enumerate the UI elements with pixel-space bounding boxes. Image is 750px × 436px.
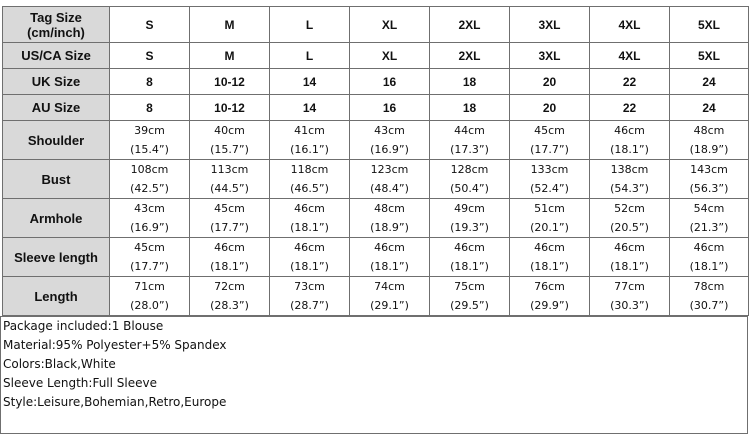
- inch-value: (15.7”): [210, 143, 249, 156]
- cm-value: 54cm: [693, 202, 725, 215]
- size-cell: 5XL: [670, 43, 749, 69]
- measure-cell: [270, 160, 350, 199]
- cm-value: 40cm: [214, 124, 245, 137]
- cm-value: 128cm: [450, 163, 489, 176]
- measure-cell: [590, 121, 670, 160]
- size-cell: 20: [510, 95, 590, 121]
- inch-value: (52.4”): [530, 182, 569, 195]
- inch-value: (48.4”): [370, 182, 409, 195]
- cm-value: 113cm: [210, 163, 249, 176]
- cm-value: 43cm: [134, 202, 165, 215]
- inch-value: (17.7”): [530, 143, 569, 156]
- measure-cell: [430, 160, 510, 199]
- inch-value: (16.1”): [290, 143, 329, 156]
- inch-value: (15.4”): [130, 143, 169, 156]
- cm-value: 138cm: [610, 163, 649, 176]
- cm-value: 48cm: [693, 124, 725, 137]
- inch-value: (18.1”): [610, 260, 649, 273]
- measure-cell: [670, 160, 749, 199]
- cm-value: 39cm: [134, 124, 165, 137]
- inch-value: (18.1”): [450, 260, 489, 273]
- cm-value: 118cm: [290, 163, 329, 176]
- size-cell: 10-12: [190, 95, 270, 121]
- measure-cell: [270, 121, 350, 160]
- measure-cell: [510, 160, 590, 199]
- measure-cell: [190, 199, 270, 238]
- inch-value: (18.9”): [370, 221, 409, 234]
- size-cell: 14: [270, 95, 350, 121]
- measure-row-sleeve-length: [3, 238, 749, 277]
- measure-cell: [510, 238, 590, 277]
- measure-cell: [110, 121, 190, 160]
- size-header: XL: [350, 7, 430, 43]
- size-cell: S: [110, 43, 190, 69]
- cm-value: 48cm: [374, 202, 405, 215]
- size-header: 4XL: [590, 7, 670, 43]
- measure-cell: [350, 238, 430, 277]
- size-cell: 24: [670, 69, 749, 95]
- measure-cell: [190, 238, 270, 277]
- measure-cell: [510, 121, 590, 160]
- cm-value: 143cm: [690, 163, 728, 176]
- cm-value: 45cm: [134, 241, 165, 254]
- inch-value: (28.3”): [210, 299, 249, 312]
- measure-cell: [270, 277, 350, 316]
- measure-cell: [590, 238, 670, 277]
- row-label: US/CA Size: [3, 43, 110, 69]
- inch-value: (46.5”): [290, 182, 329, 195]
- measure-cell: [430, 238, 510, 277]
- measure-cell: [110, 238, 190, 277]
- measure-cell: [430, 199, 510, 238]
- size-cell: 8: [110, 69, 190, 95]
- size-cell: M: [190, 43, 270, 69]
- cm-value: 46cm: [614, 124, 645, 137]
- inch-value: (18.1”): [610, 143, 649, 156]
- cm-value: 51cm: [534, 202, 565, 215]
- size-cell: 10-12: [190, 69, 270, 95]
- inch-value: (29.5”): [450, 299, 489, 312]
- corner-label-line-1: Tag Size: [30, 9, 82, 25]
- size-chart-table: [2, 6, 749, 316]
- note-sleeve-length: Sleeve Length:Full Sleeve: [3, 376, 157, 390]
- cm-value: 46cm: [374, 241, 405, 254]
- inch-value: (18.1”): [290, 260, 329, 273]
- corner-label: [3, 7, 110, 43]
- inch-value: (21.3”): [689, 221, 729, 234]
- size-cell: 20: [510, 69, 590, 95]
- measure-row-shoulder: [3, 121, 749, 160]
- row-label: Armhole: [3, 199, 110, 238]
- measure-cell: [590, 277, 670, 316]
- size-cell: 18: [430, 95, 510, 121]
- size-cell: 18: [430, 69, 510, 95]
- measure-cell: [190, 277, 270, 316]
- size-cell: 14: [270, 69, 350, 95]
- measure-cell: [110, 199, 190, 238]
- size-cell: 3XL: [510, 43, 590, 69]
- size-cell: L: [270, 43, 350, 69]
- size-header: M: [190, 7, 270, 43]
- cm-value: 74cm: [374, 280, 405, 293]
- size-cell: 16: [350, 95, 430, 121]
- inch-value: (16.9”): [130, 221, 169, 234]
- measure-row-bust: [3, 160, 749, 199]
- inch-value: (18.1”): [530, 260, 569, 273]
- measure-cell: [670, 199, 749, 238]
- row-label: AU Size: [3, 95, 110, 121]
- size-cell: 16: [350, 69, 430, 95]
- measure-cell: [350, 121, 430, 160]
- measure-cell: [350, 199, 430, 238]
- header-row: [3, 7, 749, 43]
- size-cell: 8: [110, 95, 190, 121]
- size-cell: 24: [670, 95, 749, 121]
- measure-cell: [190, 121, 270, 160]
- inch-value: (20.1”): [530, 221, 569, 234]
- measure-cell: [430, 277, 510, 316]
- measure-cell: [110, 160, 190, 199]
- inch-value: (18.1”): [290, 221, 329, 234]
- measure-cell: [110, 277, 190, 316]
- note-package: Package included:1 Blouse: [3, 319, 164, 333]
- measure-cell: [670, 238, 749, 277]
- size-cell: 4XL: [590, 43, 670, 69]
- size-header: 5XL: [670, 7, 749, 43]
- size-header: L: [270, 7, 350, 43]
- inch-value: (50.4”): [450, 182, 489, 195]
- measure-cell: [350, 277, 430, 316]
- inch-value: (18.9”): [689, 143, 729, 156]
- row-label: UK Size: [3, 69, 110, 95]
- note-style: Style:Leisure,Bohemian,Retro,Europe: [3, 395, 227, 409]
- cm-value: 46cm: [534, 241, 565, 254]
- note-material: Material:95% Polyester+5% Spandex: [3, 338, 227, 352]
- measure-cell: [190, 160, 270, 199]
- inch-value: (18.1”): [210, 260, 249, 273]
- size-row-au-size: [3, 95, 749, 121]
- cm-value: 108cm: [130, 163, 169, 176]
- cm-value: 41cm: [294, 124, 325, 137]
- cm-value: 49cm: [454, 202, 485, 215]
- inch-value: (18.1”): [370, 260, 409, 273]
- size-cell: XL: [350, 43, 430, 69]
- inch-value: (17.3”): [450, 143, 489, 156]
- inch-value: (29.9”): [530, 299, 569, 312]
- size-row-uk-size: [3, 69, 749, 95]
- measure-cell: [670, 121, 749, 160]
- cm-value: 123cm: [370, 163, 409, 176]
- measure-cell: [270, 199, 350, 238]
- size-cell: 22: [590, 69, 670, 95]
- size-header: 2XL: [430, 7, 510, 43]
- inch-value: (30.3”): [610, 299, 649, 312]
- measure-row-length: [3, 277, 749, 316]
- inch-value: (28.7”): [290, 299, 329, 312]
- measure-cell: [510, 199, 590, 238]
- cm-value: 133cm: [530, 163, 569, 176]
- cm-value: 75cm: [454, 280, 485, 293]
- row-label: Sleeve length: [3, 238, 110, 277]
- cm-value: 45cm: [534, 124, 565, 137]
- size-cell: 2XL: [430, 43, 510, 69]
- cm-value: 45cm: [214, 202, 245, 215]
- measure-cell: [350, 160, 430, 199]
- size-chart-body: [3, 7, 749, 316]
- inch-value: (29.1”): [370, 299, 409, 312]
- cm-value: 77cm: [614, 280, 645, 293]
- product-notes: [0, 316, 748, 434]
- inch-value: (28.0”): [130, 299, 169, 312]
- cm-value: 46cm: [693, 241, 725, 254]
- cm-value: 76cm: [534, 280, 565, 293]
- size-row-us-ca-size: [3, 43, 749, 69]
- size-cell: 22: [590, 95, 670, 121]
- inch-value: (44.5”): [210, 182, 249, 195]
- cm-value: 71cm: [134, 280, 165, 293]
- size-header: 3XL: [510, 7, 590, 43]
- measure-cell: [270, 238, 350, 277]
- inch-value: (30.7”): [689, 299, 729, 312]
- cm-value: 78cm: [693, 280, 725, 293]
- measure-row-armhole: [3, 199, 749, 238]
- inch-value: (17.7”): [130, 260, 169, 273]
- row-label: Bust: [3, 160, 110, 199]
- corner-label-line-2: (cm/inch): [27, 24, 85, 40]
- cm-value: 43cm: [374, 124, 405, 137]
- row-label: Length: [3, 277, 110, 316]
- inch-value: (56.3”): [689, 182, 729, 195]
- row-label: Shoulder: [3, 121, 110, 160]
- cm-value: 72cm: [214, 280, 245, 293]
- cm-value: 52cm: [614, 202, 645, 215]
- cm-value: 44cm: [454, 124, 485, 137]
- cm-value: 46cm: [294, 241, 325, 254]
- inch-value: (18.1”): [689, 260, 729, 273]
- cm-value: 46cm: [294, 202, 325, 215]
- cm-value: 46cm: [454, 241, 485, 254]
- inch-value: (17.7”): [210, 221, 249, 234]
- inch-value: (54.3”): [610, 182, 649, 195]
- inch-value: (20.5”): [610, 221, 649, 234]
- note-colors: Colors:Black,White: [3, 357, 116, 371]
- measure-cell: [510, 277, 590, 316]
- measure-cell: [430, 121, 510, 160]
- inch-value: (16.9”): [370, 143, 409, 156]
- measure-cell: [670, 277, 749, 316]
- cm-value: 73cm: [294, 280, 325, 293]
- size-header: S: [110, 7, 190, 43]
- measure-cell: [590, 160, 670, 199]
- measure-cell: [590, 199, 670, 238]
- inch-value: (19.3”): [450, 221, 489, 234]
- inch-value: (42.5”): [130, 182, 169, 195]
- cm-value: 46cm: [214, 241, 245, 254]
- cm-value: 46cm: [614, 241, 645, 254]
